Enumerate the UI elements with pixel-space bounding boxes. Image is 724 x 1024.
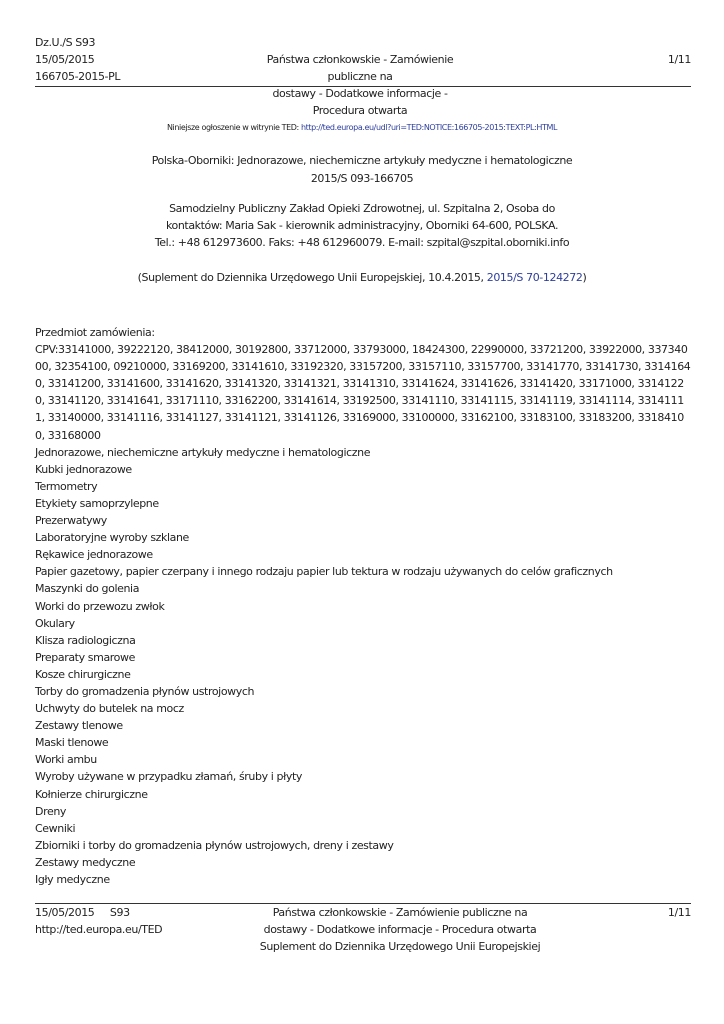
notice-title-line1: Polska-Oborniki: Jednorazowe, niechemiczne artykuły medyczne i hematologiczne — [151, 154, 573, 167]
ted-notice — [0, 123, 724, 132]
address-line2: kontaktów: Maria Sak - kierownik administracyjny, Oborniki 64-600, POLSKA. — [165, 219, 559, 232]
list-item: Prezerwatywy — [35, 514, 107, 528]
list-item: Laboratoryjne wyroby szklane — [35, 531, 189, 545]
list-item: Zestawy tlenowe — [35, 719, 123, 733]
header-desc-line1: Państwa członkowskie - Zamówienie publiczne na — [266, 53, 454, 83]
list-item: Torby do gromadzenia płynów ustrojowych — [35, 684, 255, 698]
list-item: Zestawy medyczne — [35, 855, 136, 869]
footer-left — [35, 904, 162, 938]
header-code: Dz.U./S S93 — [35, 36, 96, 49]
item-list — [35, 444, 691, 888]
header-description — [255, 51, 465, 119]
footer-date: 15/05/2015 — [35, 906, 95, 919]
header-date: 15/05/2015 — [35, 53, 95, 66]
list-item: Kołnierze chirurgiczne — [35, 787, 148, 801]
header-left — [35, 34, 120, 85]
footer-code: S93 — [109, 906, 130, 919]
list-item: Rękawice jednorazowe — [35, 548, 153, 562]
list-item: Dreny — [35, 804, 67, 818]
ted-notice-prefix: Niniejsze ogłoszenie w witrynie TED: — [166, 123, 301, 132]
supplement-link[interactable]: 2015/S 70-124272 — [486, 271, 583, 284]
list-item: Jednorazowe, niechemiczne artykuły medyczne i hematologiczne — [35, 445, 371, 459]
list-item: Wyroby używane w przypadku złamań, śruby i płyty — [35, 770, 302, 784]
list-item: Worki ambu — [35, 753, 97, 767]
header-page-number: 1/11 — [667, 53, 691, 66]
address-line3: Tel.: +48 612973600. Faks: +48 612960079. E-mail: szpital@szpital.oborniki.info — [154, 236, 570, 249]
address-line1: Samodzielny Publiczny Zakład Opieki Zdrowotnej, ul. Szpitalna 2, Osoba do — [169, 202, 555, 215]
list-item: Papier gazetowy, papier czerpany i innego rodzaju papier lub tektura w rodzaju używanych do celów graficznych — [35, 565, 613, 579]
body-heading: Przedmiot zamówienia: — [35, 326, 155, 339]
supplement-prefix: (Suplement do Dziennika Urzędowego Unii Europejskiej, 10.4.2015, — [137, 271, 487, 284]
header-divider — [35, 86, 691, 87]
list-item: Igły medyczne — [35, 873, 110, 886]
header-ref: 166705-2015-PL — [35, 70, 121, 83]
notice-number: 2015/S 093-166705 — [310, 172, 414, 185]
contracting-authority-address — [0, 200, 724, 251]
document-body — [35, 324, 691, 888]
list-item: Kubki jednorazowe — [35, 462, 132, 476]
ted-notice-link[interactable]: http://ted.europa.eu/udl?uri=TED:NOTICE:166705-2015:TEXT:PL:HTML — [300, 123, 558, 132]
cpv-codes: CPV:33141000, 39222120, 38412000, 30192800, 33712000, 33793000, 18424300, 22990000, 33721200, 33922000, 33734000, 32354100, 09210000, 33169200, 33141610, 33192320, 33157200, 33157110, 33157700, 33141770, 33141730, 33141640, 33141200, 33141600, 33141620, 33141320, 33141321, 33141310, 33141624, 33141626, 33141420, 33171000, 33141220, 33141120, 33141641, 33171110, 33162200, 33141614, 33192500, 33141110, 33141115, 33141119, 33141114, 33141111, 33140000, 33141116, 33141127, 33141121, 33141126, 33169000, 33100000, 33162100, 33183100, 33183200, 33184100, 33168000 — [35, 343, 691, 442]
supplement-reference — [0, 271, 724, 284]
page-footer — [35, 904, 691, 958]
list-item: Uchwyty do butelek na mocz — [35, 702, 184, 716]
list-item: Cewniki — [35, 821, 76, 835]
footer-date-line — [35, 904, 162, 921]
list-item: Kosze chirurgiczne — [35, 667, 131, 681]
list-item: Zbiorniki i torby do gromadzenia płynów ustrojowych, dreny i zestawy — [35, 838, 394, 852]
list-item: Klisza radiologiczna — [35, 633, 136, 647]
list-item: Preparaty smarowe — [35, 650, 135, 664]
footer-page-number: 1/11 — [667, 906, 691, 919]
list-item: Etykiety samoprzylepne — [35, 496, 159, 510]
footer-desc-line1: Państwa członkowskie - Zamówienie publiczne na — [272, 906, 528, 919]
list-item: Maszynki do golenia — [35, 582, 140, 596]
footer-desc-line3: Suplement do Dziennika Urzędowego Unii Europejskiej — [259, 940, 541, 953]
header-desc-line2: dostawy - Dodatkowe informacje - Procedura otwarta — [272, 87, 448, 117]
list-item: Termometry — [35, 479, 98, 493]
list-item: Worki do przewozu zwłok — [35, 599, 165, 613]
footer-url: http://ted.europa.eu/TED — [35, 923, 163, 936]
supplement-suffix: ) — [582, 271, 587, 284]
footer-desc-line2: dostawy - Dodatkowe informacje - Procedura otwarta — [263, 923, 537, 936]
list-item: Maski tlenowe — [35, 736, 109, 750]
footer-description — [195, 904, 605, 955]
notice-title — [0, 152, 724, 188]
list-item: Okulary — [35, 616, 75, 630]
page-header — [35, 34, 691, 117]
